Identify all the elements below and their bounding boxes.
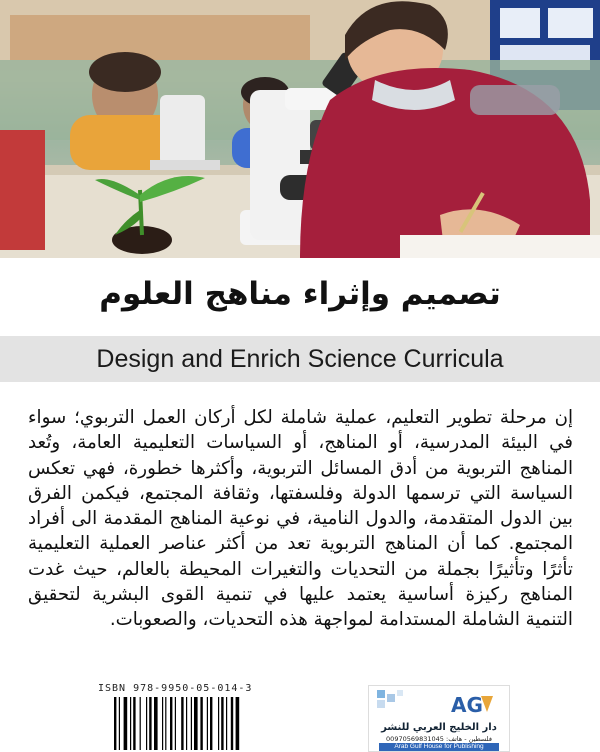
classroom-illustration — [0, 0, 600, 258]
publisher-name-arabic: دار الخليج العربي للنشر — [381, 722, 497, 733]
isbn-number: ISBN 978-9950-05-014-3 — [98, 683, 253, 694]
publisher-logo-icon — [369, 686, 509, 722]
english-title: Design and Enrich Science Curricula — [96, 345, 504, 373]
svg-text:AG: AG — [451, 693, 483, 717]
arabic-title: تصميم وإثراء مناهج العلوم — [99, 276, 501, 312]
cover-photo — [0, 0, 600, 258]
publisher-name-english: Arab Gulf House for Publishing — [379, 743, 499, 751]
description-paragraph: إن مرحلة تطوير التعليم، عملية شاملة لكل أركان العمل التربوي؛ سواء في البيئة المدرسية، أو المناهج، أو السياسات التعليمية العامة، وتُعد المناهج التربوية من أدق المسائل التربوية، وأكثرها خطورة، فهي تعكس السياسة التي ترسمها الدولة وفلسفتها، وثقافة المجتمع، فيكمن الفرق بين الدول المتقدمة، والدول النامية، في نوعية المناهج المقدمة الى أفراد المجتمع. كما أن المناهج التربوية تعد من أكثر عناصر العملية التعليمية تأثرًا وتأثيرًا بجملة من التحديات والتغيرات المحيطة بالعالم، حيث غدت المناهج ركيزة أساسية يعتمد عليها في تنمية القوى البشرية لتحقيق التنمية الشاملة المستدامة لمواجهة هذه التحديات، والصعوبات. — [28, 407, 573, 631]
publisher-logo-box — [368, 685, 510, 752]
publisher-phone: فلسطين - هاتف: 00970569831045 — [386, 735, 492, 743]
barcode-icon — [112, 697, 272, 750]
